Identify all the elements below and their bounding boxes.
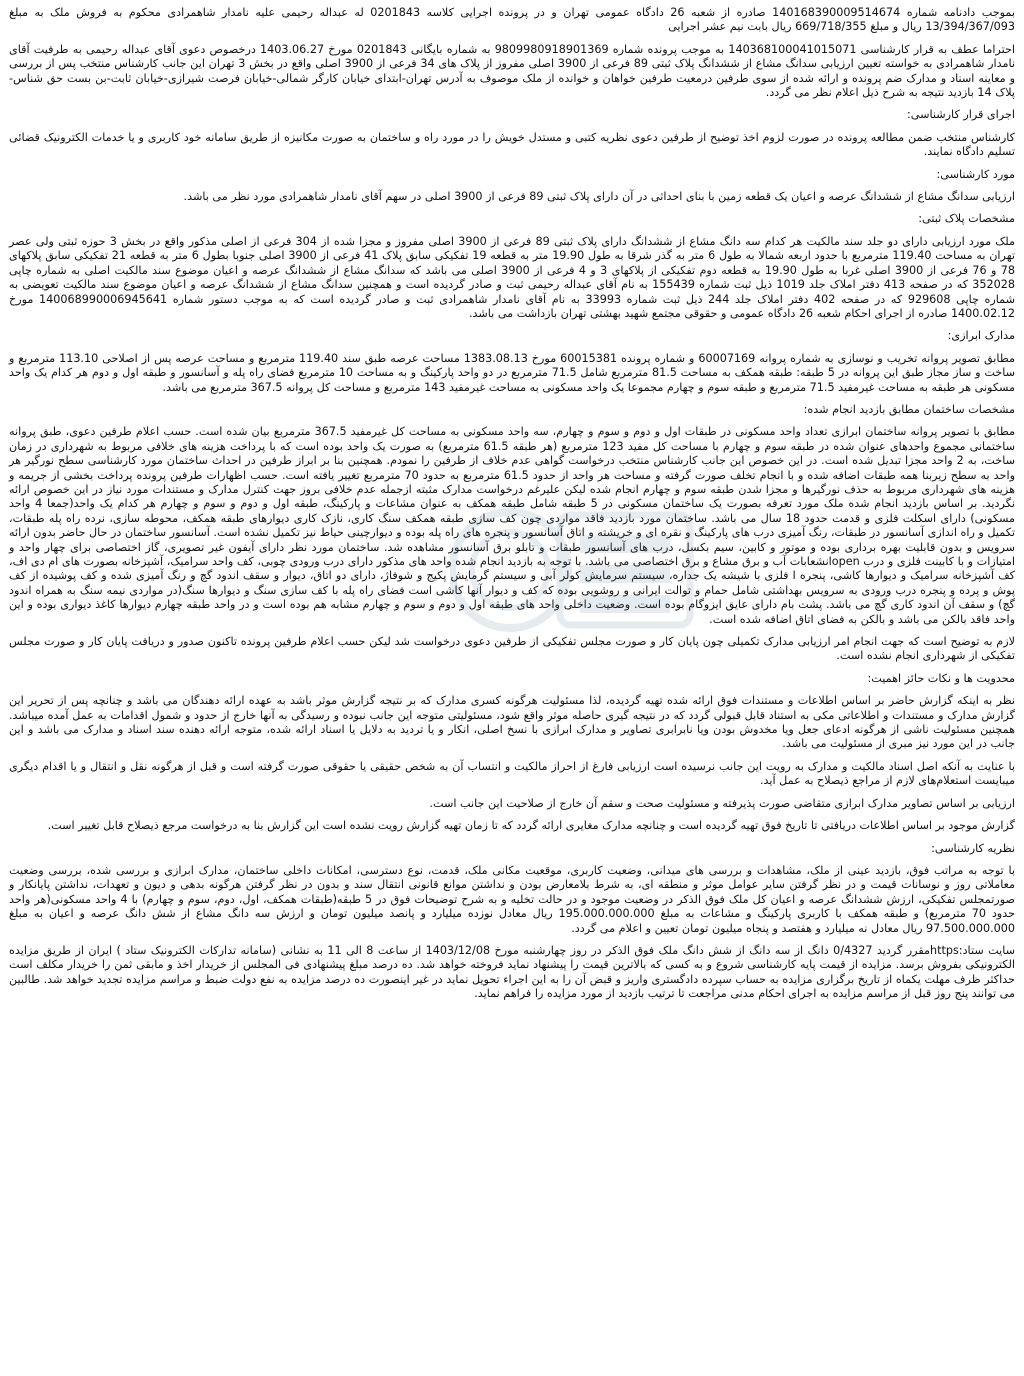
heading-documents: مدارک ابرازی: (947, 329, 1015, 343)
subject-paragraph: ارزیابی سدانگ مشاع از ششدانگ عرصه و اعیان یک قطعه زمین با بنای احداثی در آن دارای پلاک ثبتی 89 فرعی از 3900 اصلی در سهم آقای نامدار شاهمرادی مورد نظر می باشد. (183, 190, 1015, 204)
heading-opinion: نظریه کارشناسی: (931, 841, 1015, 855)
plate-paragraph: ملک مورد ارزیابی دارای دو جلد سند مالکیت هر کدام سه دانگ مشاع از ششدانگ دارای پلاک ثبتی 89 فرعی از 3900 اصلی مفروز و مجزا شده از 304 فرعی از اصلی مذکور واقع در بخش 3 حوزه ثبتی ولی عصر تهران به مساحت 119.40 مترمربع با حدود اربعه شمالا به طول 6 متر به گذر شرقا به طول 19.90 متر به قطعه 19 تفکیکی سابق پلاک 41 فرعی از 3900 اصلی جنوبا بطول 6 متر به قطعه 21 تفکیکی سابق پلاکهای 78 و 76 فرعی از 3900 اصلی غربا به طول 19.90 به قطعه دوم تفکیکی از پلاکهای 3 و 4 فرعی از 3900 اصلی می باشد که سدانگ مشاع از ششدانگ عرصه و اعیان موضوع سند مالکیت اصلی به شماره چاپی 352028 که در صفحه 413 دفتر املاک جلد 1019 ذیل ثبت شماره 155439 به نام آقای عبداله رحیمی ثبت و صادر گردیده است و همچنین سدانگ مشاع از ششدانگ عرصه و اعیان موضوع سند مالکیت تعویضی به شماره چاپی 929608 که در صفحه 402 دفتر املاک جلد 244 ذیل ثبت شماره 33993 به نام آقای نامدار شاهمرادی ثبت و صادر گردیده است که به موجب دستور شماره 140068990006945641 مورخ 1400.02.12 صادره از اجرای احکام شعبه 26 دادگاه عمومی و حقوقی مجتمع شهید بهشتی تهران بازداشت می باشد. (9, 234, 1016, 320)
limitations-paragraph-1: نظر به اینکه گزارش حاضر بر اساس اطلاعات و مستندات فوق ارائه شده تهیه گردیده، لذا مسئولیت هرگونه کسری مدارک که بر نتیجه گزارش موثر باشد به عهده ارائه دهندگان می باشد و چنانچه پس از تحریر این گزارش مدارک و مستندات و اطلاعاتی مکی به استناد قابل قبولی گردد که در نتیجه گیری حاصله موثر واقع شود، مسئولیتی متوجه این جانب نبوده و رسیدگی به آنها خارج از حدود و شمول اقدامات به عمل آمده میباشد. همچنین مسئولیت ناشی از هرگونه ادعای جعل ویا مخدوش بودن ویا نابرابری تصاویر و مدارک ابرازی با نسخ اصلی، انکار و یا تردید به دلایل یا اسناد ارائه شده، متوجه ارائه دهنده سند اسناد و مدارک می باشد و این جانب در این مورد نیز مبری از مسئولیت می باشد. (9, 694, 1015, 751)
limitations-paragraph-4: گزارش موجود بر اساس اطلاعات دریافتی تا تاریخ فوق تهیه گردیده است و چنانچه مدارک مغایری ارائه گردد که تا زمان تهیه گزارش رویت نشده است این گزارش بنا به درخواست مرجع ذیصلاح قابل تغییر است. (47, 819, 1015, 833)
heading-order: اجرای قرار کارشناسی: (907, 108, 1015, 122)
request-paragraph: احتراما عطف به قرار کارشناسی 140368100041015071 به موجب پرونده شماره 9809980918901369 به شماره بایگانی 0201843 مورخ 1403.06.27 درخصوص دعوی آقای عبداله رحیمی به طرفیت آقای نامدار شاهمرادی به خواسته تعیین ارزیابی سدانگ مشاع از ششدانگ پلاک ثبتی 89 فرعی از 3900 اصلی مفروز از پلاک های 34 فرعی از 3900 اصلی واقع در بخش 3 تهران این جانب کارشناس منتخب پس از بررسی و معاینه اسناد و مدارک ضم پرونده و ارائه شده از سوی طرفین درمعیت طرفین خواهان و خوانده از ملک موصوف به آدرس تهران-ابتدای خیابان کارگر شمالی-خیابان فرصت شیرازی-خیابان ثابت-بن بست حق شناس-پلاک 14 بازدید نتیجه به شرح ذیل اعلام نظر می گردد. (9, 42, 1016, 100)
opinion-paragraph: با توجه به مراتب فوق، بازدید عینی از ملک، مشاهدات و بررسی های میدانی، وضعیت کاربری، موقعیت مکانی ملک، قدمت، نوع دسترسی، امکانات داخلی ساختمان، مدارک ابرازی و بررسی شده، بررسی وضعیت معاملاتی روز و نوسانات قیمت و در نظر گرفتن سایر عوامل موثر و منطقه ای، به شرط بلامعارض بودن و نداشتن موانع قانونی انتقال سند و بدون در نظر گرفتن هرگونه بدهی و دیون و تعهدات، نداشتن پایانکار و صورتمجلس تفکیکی، ارزش ششدانگ عرصه و اعیان کل ملک فوق الذکر در وضعیت موجود و در حالت تخلیه و به شرح توضیحات فوق در 5 طبقه(طبقات همکف، اول، دوم، سوم و چهارم) با 4 واحد مسکونی(هر واحد حدود 70 مترمربع) و طبقه همکف با کاربری پارکینگ و مشاعات به مبلغ 195.000.000.000 ریال معادل نوزده میلیارد و پانصد میلیون تومان و ارزش سه دانگ مشاع از شش دانگ عرصه و اعیان به مبلغ 97.500.000.000 ریال معادل نه میلیارد و هفتصد و پنجاه میلیون تومان تعیین و اعلام می گردد. (9, 863, 1015, 935)
heading-plate: مشخصات پلاک ثبتی: (918, 212, 1015, 226)
documents-paragraph: مطابق تصویر پروانه تخریب و نوسازی به شماره پروانه 60007169 و شماره پرونده 60015381 مورخ 1383.08.13 مساحت عرصه طبق سند 119.40 مترمربع و مساحت عرصه پس از اصلاحی 113.10 مترمربع و ساخت و ساز مجاز طبق این پروانه در 5 طبقه: طبقه همکف به مساحت 81.5 مترمربع شامل 71.5 مترمربع در دو واحد پارکینگ و به مساحت 10 مترمربع فضای راه پله و آسانسور و طبقه اول و دوم هر کدام یک واحد مسکونی هر طبقه به مساحت غیرمفید 71.5 مترمربع و طبقه سوم و چهارم مجموعا یک واحد مسکونی به مساحت غیرمفید 143 مترمربع و مساحت کل پروانه 367.5 مترمربع می باشد. (9, 351, 1016, 394)
limitations-paragraph-3: ارزیابی بر اساس تصاویر مدارک ابرازی متقاضی صورت پذیرفته و مسئولیت صحت و سقم آن خارج از صلاحیت این جانب است. (429, 796, 1015, 810)
intro-paragraph: بموجب دادنامه شماره 140168390009514674 صادره از شعبه 26 دادگاه عمومی تهران و در پرونده اجرایی کلاسه 0201843 له عبداله رحیمی علیه نامدار شاهمرادی محکوم به فروش ملک به مبلغ 13/394/367/093 ریال و مبلغ 669/718/355 ریال بابت نیم عشر اجرایی (9, 6, 1015, 34)
limitations-paragraph-2: با عنایت به آنکه اصل اسناد مالکیت و مدارک به رویت این جانب نرسیده است ارزیابی فارغ از احراز مالکیت و انتساب آن به شخص حقیقی یا حقوقی صورت گرفته است و قبل از هرگونه نقل و انتقال و یا اقدام دیگری میبایست استعلام‌های لازم از مراجع ذیصلاح به عمل آید. (9, 759, 1015, 788)
heading-limitations: محدویت ها و نکات حائز اهمیت: (867, 671, 1015, 685)
auction-paragraph: سایت ستاد:httpsمقرر گردید 0/4327 دانگ از سه دانگ از شش دانگ ملک فوق الذکر در روز چهارشنبه مورخ 1403/12/08 از ساعت 8 الی 11 به نشانی (سامانه تدارکات الکترونیک ستاد ) ایران از طریق مزایده الکترونیکی بفروش برسد. مزایده از قیمت پایه کارشناسی شروع و به کسی که بالاترین قیمت را پیشنهاد نماید فروخته خواهد شد. ده درصد مبلغ پیشنهادی فی المجلس از خریدار اخذ و مابقی ثمن را خریدار مکلف است حداکثر ظرف مهلت یکماه از تاریخ برگزاری مزایده به حساب سپرده دادگستری واریز و قبض آن را به این اجراء تحویل نماید در غیر اینصورت ده درصد مزایده به نفع دولت ضبط و مراسم مزایده تجدید خواهد شد. طالبین می توانند پنج روز قبل از مراسم مزایده به اجرای احکام مدنی مراجعت تا ترتیب بازدید از مورد مزایده را فراهم نماید. (9, 943, 1015, 1001)
order-paragraph: کارشناس منتخب ضمن مطالعه پرونده در صورت لزوم اخذ توضیح از طرفین دعوی نظریه کتبی و مستدل خویش را در مورد راه و ساختمان به صورت مکانیزه از طریق سامانه خود کاربری و یا خدمات الکترونیک قضائی تسلیم دادگاه نمایند. (9, 130, 1015, 159)
building-spec-paragraph: مطابق با تصویر پروانه ساختمان ابرازی تعداد واحد مسکونی در طبقات اول و دوم و سوم و چهارم، سه واحد مسکونی به مساحت کل غیرمفید 367.5 مترمربع بیان شده است. حسب اعلام طرفین دعوی، طبق پروانه ساختمانی مجموع واحدهای عنوان شده در طبقه سوم و چهارم با مساحت کل مفید 123 مترمربع (هر طبقه 61.5 مترمربع) به صورت یک واحد بوده است که با پرداخت هزینه های خلافی مربوط به شهرداری در زمان ساخت، به 2 واحد مجزا تبدیل شده است. در این خصوص این جانب کارشناس منتخب درخواست گواهی عدم خلاف از طرفین را نمودم. همچنین بنا بر ابراز طرفین در احداث ساختمان مورد کارشناسی سطح نورگیر هر واحد به سطح زیربنا همه طبقات اضافه شده و با انجام تخلف صورت گرفته و مساحت هر واحد از حدود 61.5 مترمربع به حدود 70 مترمربع تغییر یافته است. حسب اظهارات طرفین پرونده پرداخت بخشی از جریمه و هزینه های شهرداری مربوط به حذف نورگیرها و مجزا شدن طبقه سوم و چهارم انجام شده لیکن علیرغم درخواست مدارک مثبته ازجمله عدم خلافی بروز جهت کنترل مدارک و مستندات مورد نیاز در این خصوص ارائه نگردید. بر اساس بازدید انجام شده ملک مورد تعرفه بصورت یک ساختمان مسکونی در 5 طبقه شامل طبقه همکف به عنوان مشاعات و پارکینگ، طبقه اول و دوم و سوم و چهارم هر کدام یک واحد(جمعا 4 واحد مسکونی) دارای اسکلت فلزی و قدمت حدود 18 سال می باشد. ساختمان مورد بازدید فاقد مواردی چون کف سازی طبقه همکف سنگ کاری، نازک کاری دیوارهای طبقه همکف، محوطه سازی، نرده راه پله طبقات، تکمیل و راه اندازی آسانسور در طبقات، رنگ آمیزی درب های پارکینگ و نقره ای و خریشته و اتاق آسانسور و پنجره های راه پله بوده و دیوارچینی حیاط نیز تکمیل نشده است. آسانسور ساختمان در حال حاضر بدون ارائه سرویس و بدون قابلیت بهره برداری بوده و موتور و کابین، سیم بکسل، درب های آسانسور طبقات و تابلو برق آسانسور مشاهده شد. ساختمان مورد نظر دارای آیفون غیر تصویری، گاز اختصاصی برای چهار واحد و امتیازات و با کابینت فلزی و درب openانشعابات آب و برق مشاع و برق اختصاصی می باشد. با توجه به بازدید انجام شده واحد های مذکور دارای درب ورودی چوبی، کف واحد سرامیک، آشپزخانه بصورت های ام دی اف، کف آشپزخانه سرامیک و دیوارها کاشی، پنجره ا فلزی با شیشه یک جداره، سیستم سرمایش کولر آبی و سیستم گرمایش پکیج و شوفاژ، دارای دو اتاق، دیوار و سقف اندود گچ و رنگ آمیزی شده و کف پوشیده از کف پوش و پرده و پنجره درب ورودی به سرویس بهداشتی شامل حمام و توالت ایرانی و روشویی بوده که کف و دیوار آنها کاشی است فضای راه پله با کف سازی سنگ و دیوارها سنگ(در مواردی نیمه سنگ به همراه اندود گچ) و سقف آن اندود کاری گچ می باشد. پشت بام دارای عایق ایزوگام بوده است. وضعیت داخلی واحد های طبقه اول و دوم و سوم و چهارم مشابه هم بوده است و در واحد طبقه چهارم دیوارها کاغذ دیواری بوده و این واحد فاقد بالکن می باشد و بالکن به فضای اتاق اضافه شده است. (9, 425, 1016, 626)
heading-subject: مورد کارشناسی: (936, 167, 1015, 181)
heading-building-spec: مشخصات ساختمان مطابق بازدید انجام شده: (803, 402, 1015, 416)
note-paragraph: لازم به توضیح است که جهت انجام امر ارزیابی مدارک تکمیلی چون پایان کار و صورت مجلس تفکیکی از طرفین دعوی درخواست شد لیکن حسب اعلام طرفین پرونده تاکنون صدور و دریافت پایان کار و صورت مجلس تفکیکی از شهرداری انجام نشده است. (9, 635, 1015, 663)
